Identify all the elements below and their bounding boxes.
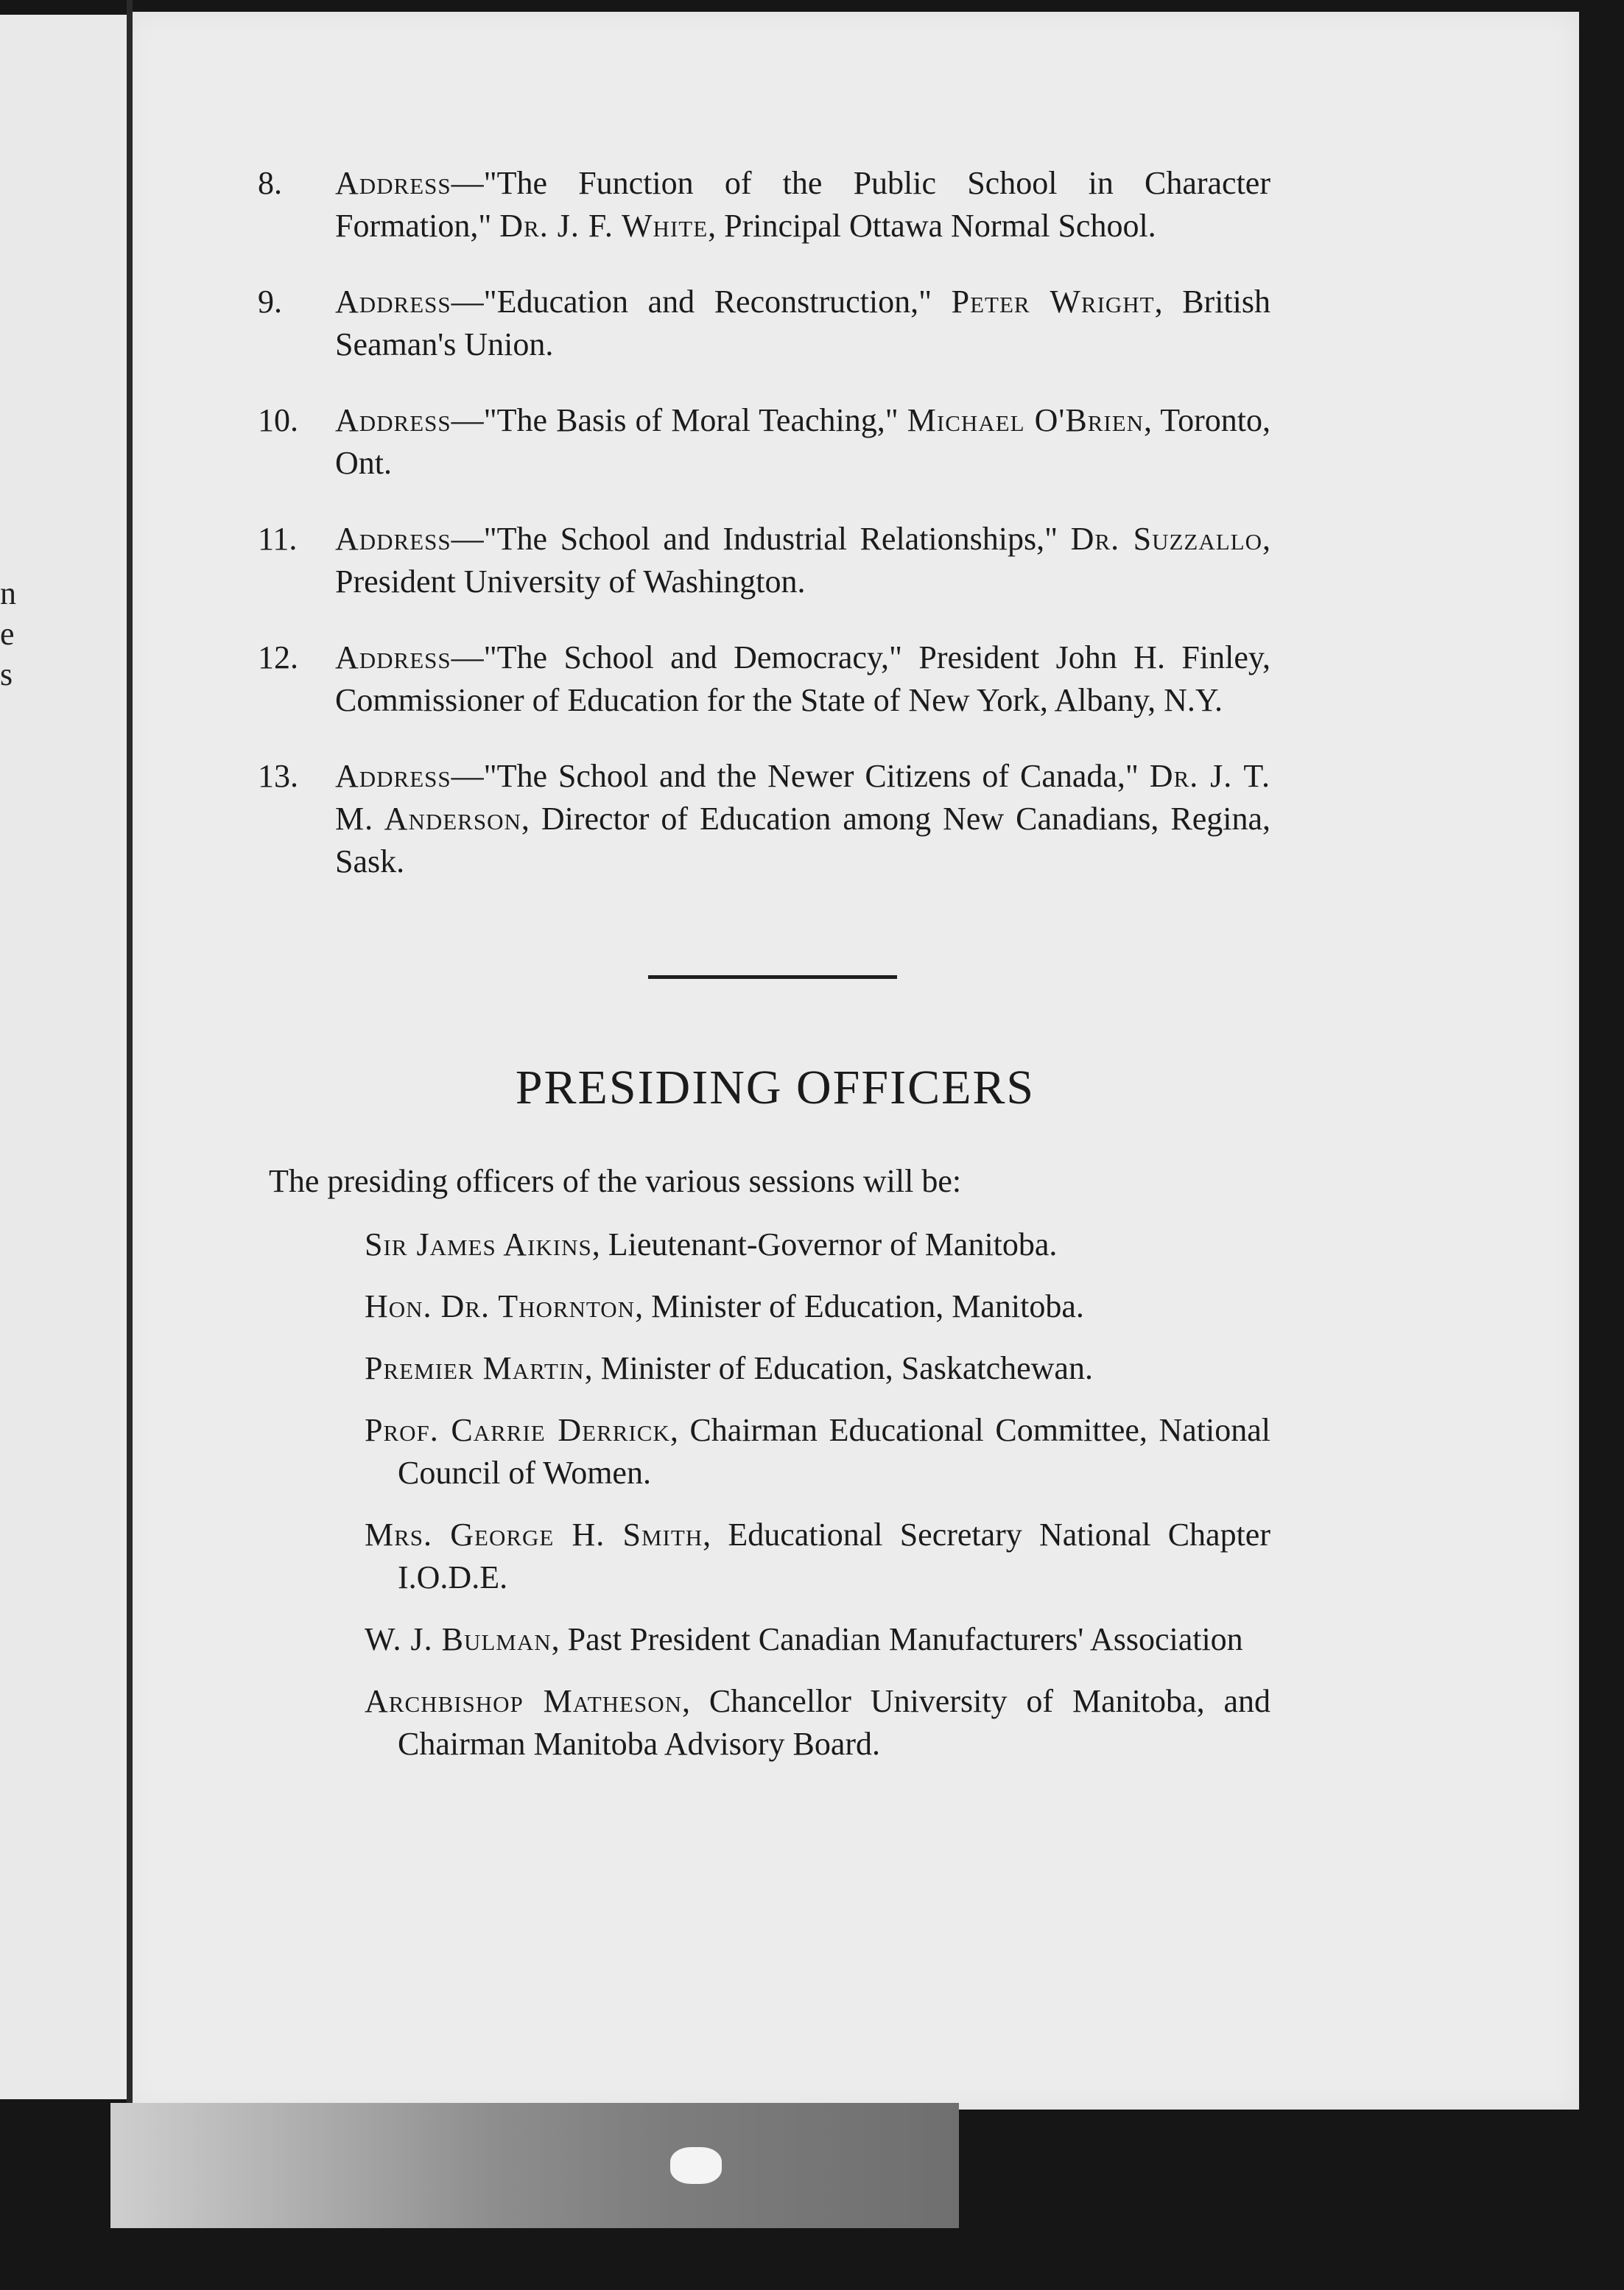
scan-shadow (110, 2103, 959, 2228)
item-title: —"The School and Industrial Relationships," (451, 521, 1071, 557)
item-title: —"The School and the Newer Citizens of Canada," (451, 758, 1150, 794)
item-title: —"The School and Democracy," President John H. Finley, Commissioner of Education for the State of New York, Albany, N.Y. (335, 639, 1270, 718)
item-detail: , Director of Education among New Canadians, Regina, Sask. (335, 801, 1270, 879)
officer-name: Archbishop Matheson (365, 1683, 682, 1719)
officer-role: , Chancellor University of Manitoba, and Chairman Manitoba Advisory Board. (398, 1683, 1270, 1762)
item-detail: , British Seaman's Union. (335, 284, 1270, 362)
previous-page-fragment: s (0, 656, 13, 692)
officer-entry (302, 1618, 1270, 1661)
item-number: 11. (258, 521, 298, 557)
item-label: Address (335, 165, 451, 201)
section-divider (648, 975, 897, 979)
previous-page-edge (0, 15, 131, 2099)
officer-name: Sir James Aikins (365, 1226, 592, 1262)
officer-name: Premier Martin (365, 1350, 585, 1386)
program-item (258, 518, 1270, 603)
item-number: 10. (258, 402, 298, 438)
item-speaker: Dr. J. F. White (499, 208, 709, 244)
officer-role: , Chairman Educational Committee, National Council of Women. (398, 1412, 1271, 1491)
officer-name: Prof. Carrie Derrick (365, 1412, 670, 1448)
scan-smudge (670, 2147, 722, 2184)
item-detail: , President University of Washington. (335, 521, 1270, 600)
item-speaker: Dr. Suzzallo (1070, 521, 1262, 557)
officer-role: , Lieutenant-Governor of Manitoba. (591, 1226, 1058, 1262)
officer-entry (302, 1409, 1270, 1495)
previous-page-fragment: n (0, 575, 16, 611)
officer-role: , Minister of Education, Manitoba. (635, 1288, 1084, 1324)
item-speaker: Peter Wright (951, 284, 1155, 320)
officer-role: , Minister of Education, Saskatchewan. (584, 1350, 1093, 1386)
officer-name: Mrs. George H. Smith (365, 1517, 703, 1553)
officer-entry (302, 1285, 1270, 1328)
section-heading: PRESIDING OFFICERS (515, 1061, 1036, 1114)
item-detail: , Principal Ottawa Normal School. (708, 208, 1156, 244)
officer-entry (302, 1223, 1270, 1266)
program-item (258, 162, 1270, 247)
officer-role: , Past President Canadian Manufacturers' Association (551, 1621, 1243, 1657)
item-title: —"The Function of the Public School in Character Formation," (335, 165, 1270, 244)
program-item (258, 755, 1270, 883)
item-title: —"The Basis of Moral Teaching," (451, 402, 907, 438)
item-title: —"Education and Reconstruction," (451, 284, 952, 320)
item-number: 9. (258, 284, 282, 320)
page-content (258, 162, 1271, 1785)
item-label: Address (335, 402, 451, 438)
item-label: Address (335, 639, 451, 675)
item-label: Address (335, 284, 451, 320)
officer-role: , Educational Secretary National Chapter I.O.D.E. (398, 1517, 1270, 1595)
program-item (258, 399, 1270, 485)
item-number: 13. (258, 758, 298, 794)
item-label: Address (335, 521, 451, 557)
officer-entry (302, 1347, 1270, 1390)
item-number: 12. (258, 639, 298, 675)
previous-page-fragment: e (0, 616, 15, 652)
section-intro: The presiding officers of the various sessions will be: (269, 1163, 962, 1199)
officer-name: Hon. Dr. Thornton (365, 1288, 636, 1324)
officer-entry (302, 1680, 1270, 1766)
page-binding-edge (127, 0, 133, 2158)
officer-entry (302, 1514, 1270, 1599)
item-speaker: Dr. J. T. M. Anderson (335, 758, 1270, 837)
officer-name: W. J. Bulman (365, 1621, 552, 1657)
item-detail: , Toronto, Ont. (335, 402, 1270, 481)
program-item (258, 636, 1270, 722)
program-item (258, 281, 1270, 366)
item-number: 8. (258, 165, 282, 201)
item-label: Address (335, 758, 451, 794)
item-speaker: Michael O'Brien (907, 402, 1145, 438)
